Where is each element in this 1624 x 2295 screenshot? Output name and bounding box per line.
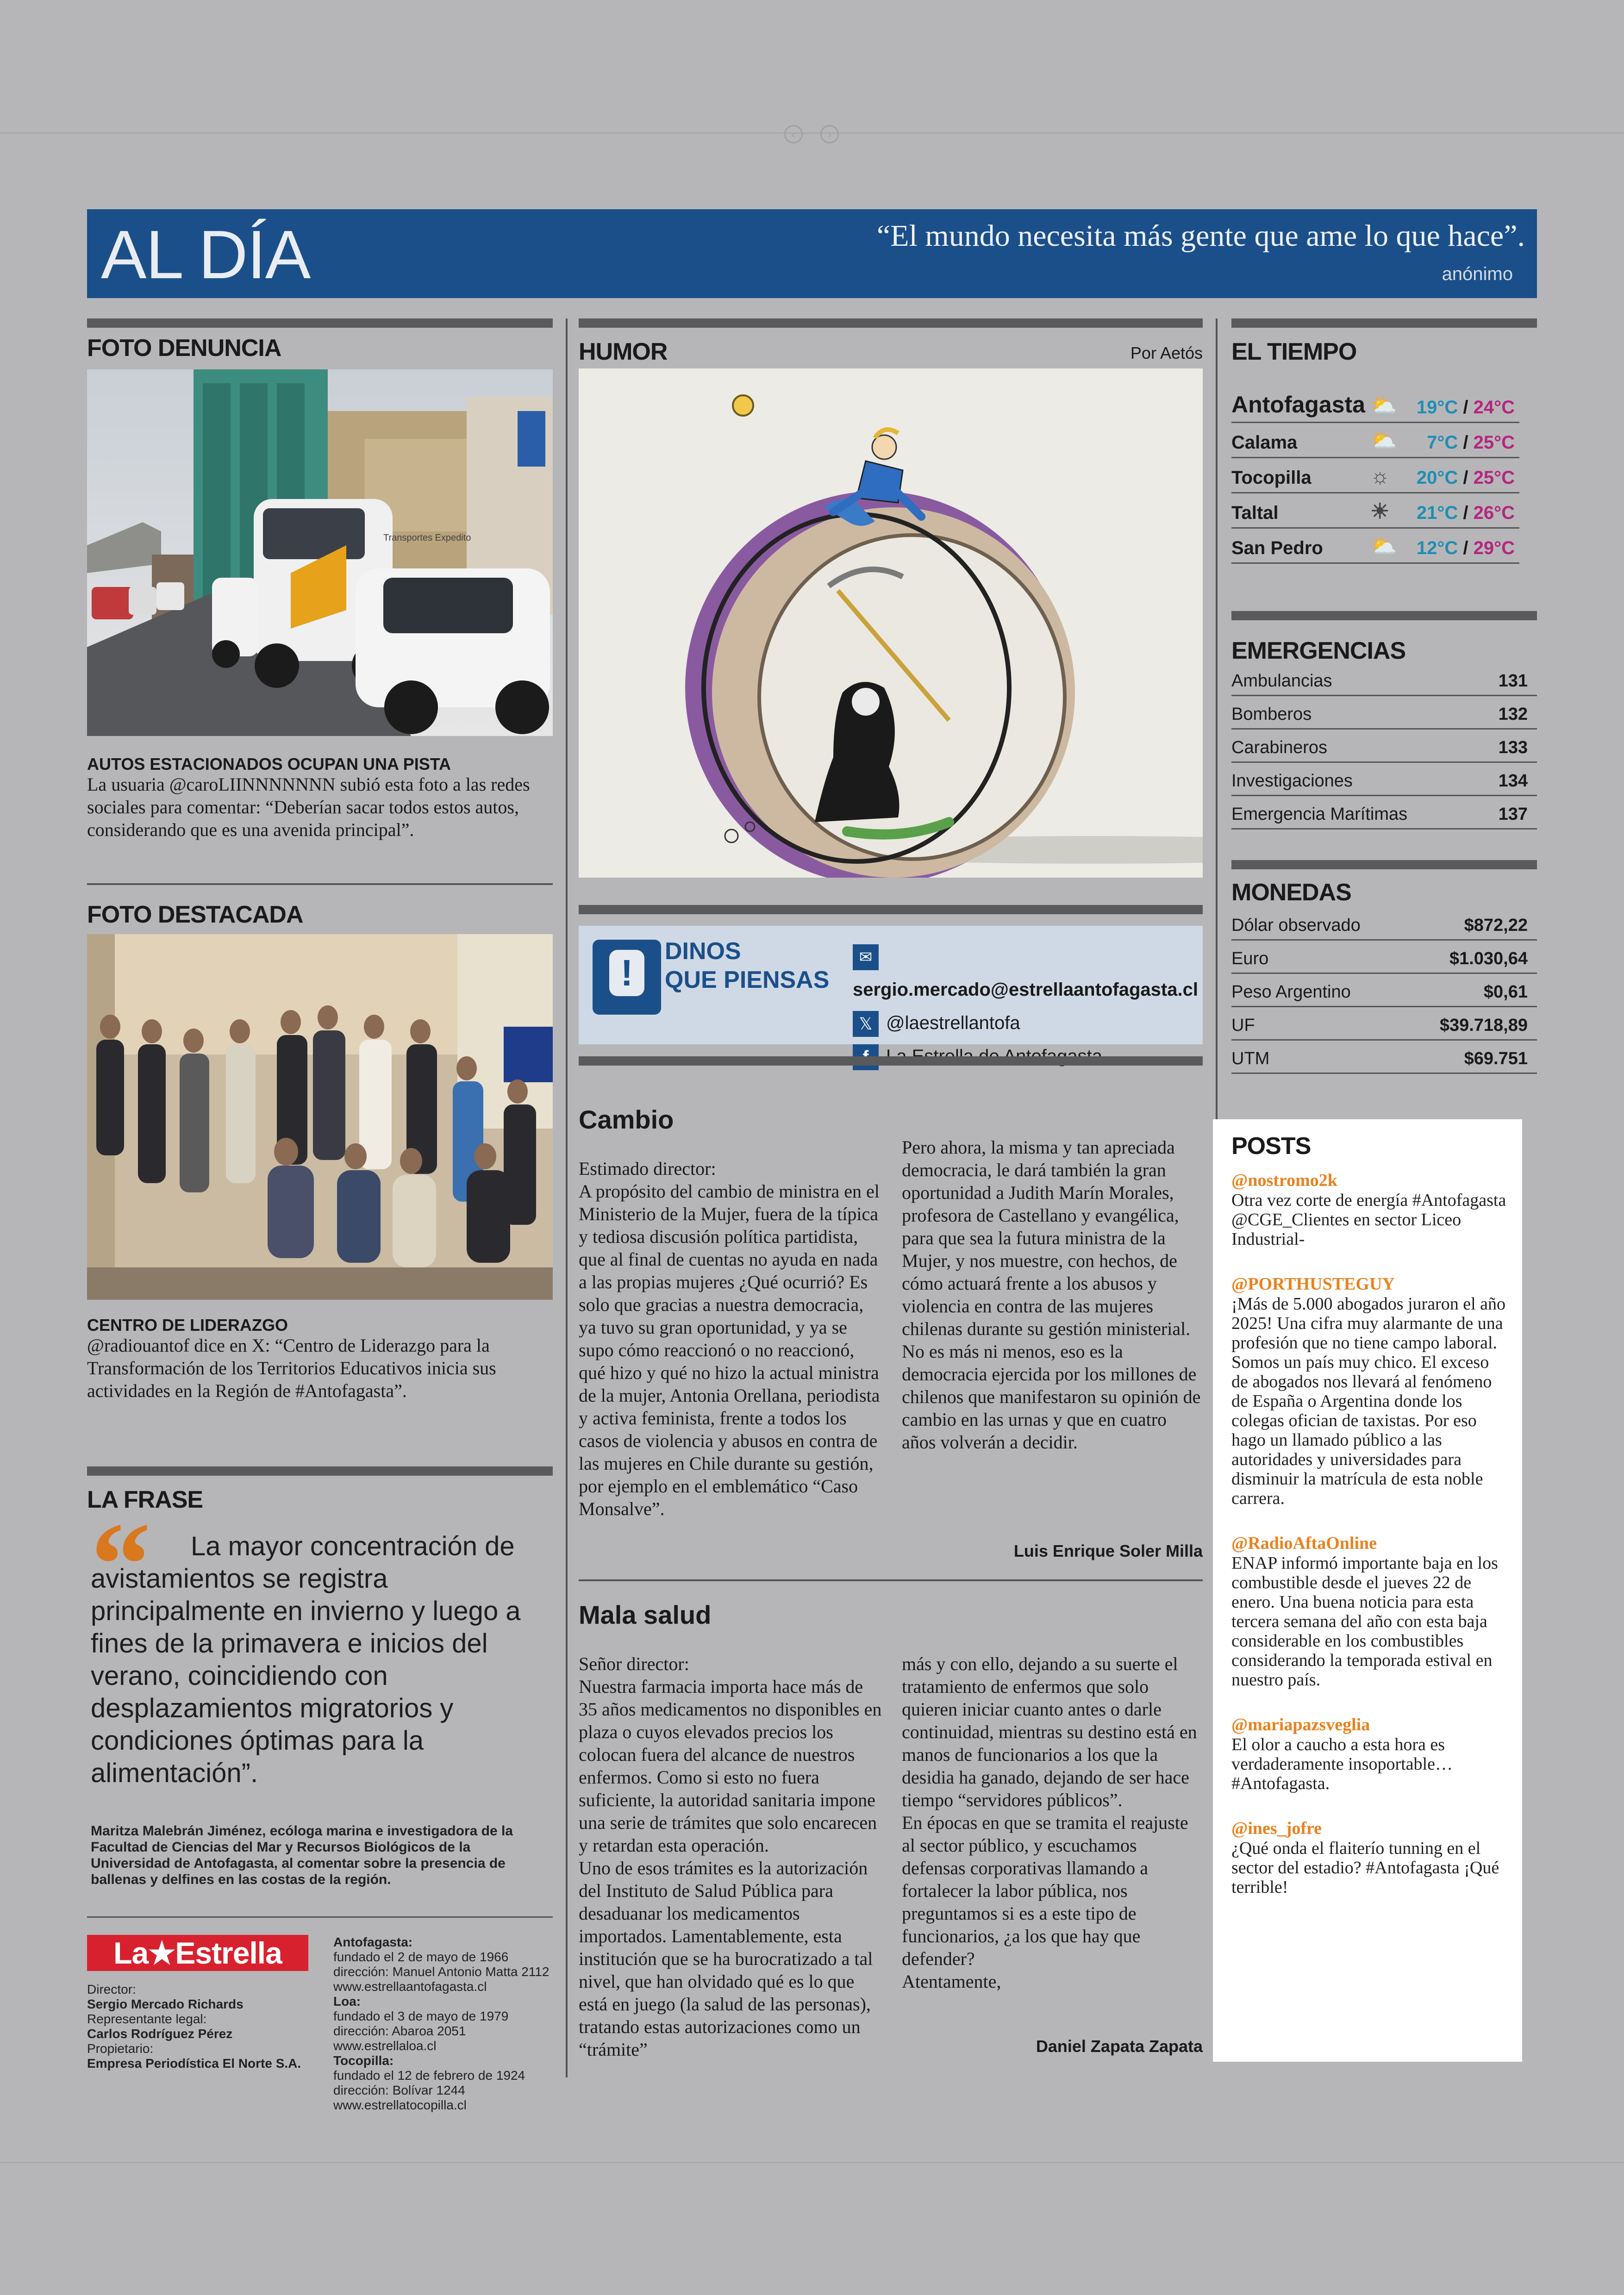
post-item	[1231, 1818, 1509, 1897]
monedas-heading: MONEDAS	[1231, 879, 1351, 906]
post-handle[interactable]: @RadioAftaOnline	[1231, 1534, 1377, 1553]
letter-body-col1: Señor director: Nuestra farmacia importa hace más de 35 años medicamentos no disponibles en plaza o cuyos elevados precios los colocan fuera del alcance de nuestros enfermos. Como si esto no fuera suficiente, la autoridad sanitaria impone una serie de trámites que solo encarecen y retardan esta operación. Uno de esos trámites es la autorización del Instituto de Salud Pública para desaduanar los medicamentos importados. Lamentablemente, esta institución que se ha burocratizado a tal nivel, que han olvidado qué es lo que está en juego (la salud de las personas), tratando estas autorizaciones como un “trámite”	[579, 1653, 882, 2060]
humor-heading: HUMOR	[579, 338, 668, 365]
la-frase-quote: La mayor concentración de avistamientos se registra principalmente en invierno y luego a fines de la primavera e inicios del verano, coincidiendo con desplazamientos migratorios y condiciones óptimas para la alimentación”.	[91, 1531, 521, 1788]
weather-table	[1231, 379, 1519, 564]
prev-page-icon[interactable]: ‹	[784, 125, 803, 143]
weather-heading: EL TIEMPO	[1231, 338, 1357, 365]
partly-cloudy-icon: ⛅	[1370, 534, 1397, 558]
weather-row: Antofagasta ⛅ 19°C / 24°C	[1231, 379, 1519, 423]
section-divider	[87, 1916, 553, 1918]
dinos-box	[579, 926, 1203, 1044]
group-photo	[87, 934, 553, 1300]
edition-web[interactable]: www.estrellaloa.cl	[333, 2039, 437, 2053]
dinos-title-line1: DINOS	[665, 938, 741, 965]
emergencias-heading: EMERGENCIAS	[1231, 637, 1406, 664]
letter-signature: Luis Enrique Soler Milla	[1013, 1541, 1203, 1560]
sun-haze-icon: ☀	[1370, 499, 1390, 523]
quote-mark-icon: “	[91, 1498, 151, 1631]
section-bar	[1231, 860, 1537, 869]
next-page-icon[interactable]: ›	[820, 125, 839, 143]
section-bar	[579, 1056, 1203, 1066]
rep-label: Representante legal:	[87, 2012, 207, 2026]
column-divider	[566, 318, 568, 2077]
monedas-table	[1231, 907, 1537, 1074]
letter-title: Cambio	[579, 1105, 674, 1134]
emergency-row: Emergencia Marítimas 137	[1231, 796, 1537, 829]
post-text: ¿Qué onda el flaiterío tunning en el sector del estadio? #Antofagasta ¡Qué terrible!	[1231, 1839, 1499, 1897]
edition-address: dirección: Manuel Antonio Matta 2112	[333, 1964, 550, 1979]
letter-title: Mala salud	[579, 1600, 712, 1629]
foto-destacada-heading: FOTO DESTACADA	[87, 901, 303, 928]
currency-row: Peso Argentino $0,61	[1231, 974, 1537, 1007]
director-name: Sergio Mercado Richards	[87, 1997, 244, 2011]
emergency-row: Investigaciones 134	[1231, 763, 1537, 796]
la-frase-heading: LA FRASE	[87, 1486, 203, 1513]
edition-founded: fundado el 2 de mayo de 1966	[333, 1950, 509, 1964]
post-handle[interactable]: @nostromo2k	[1231, 1171, 1337, 1190]
posts-panel	[1213, 1119, 1522, 2062]
edition-city: Antofagasta:	[333, 1935, 413, 1949]
post-item	[1231, 1170, 1509, 1249]
post-handle[interactable]: @ines_jofre	[1231, 1819, 1322, 1838]
foto-denuncia-caption-text: La usuaria @caroLIINNNNNNN subió esta foto a las redes sociales para comentar: “Deberían sacar todos estos autos, considerando que es una avenida principal”.	[87, 774, 530, 840]
emergency-row: Bomberos 132	[1231, 696, 1537, 730]
la-frase-attribution: Maritza Malebrán Jiménez, ecóloga marina e investigadora de la Facultad de Ciencias del Mar y Recursos Biológicos de la Universidad de Antofagasta, al comentar sobre la presencia de ballenas y delfines en las costas de la región.	[91, 1823, 513, 1887]
section-bar	[1231, 318, 1537, 328]
section-title: AL DÍA	[101, 217, 310, 293]
section-banner	[87, 209, 1537, 298]
posts-heading: POSTS	[1231, 1133, 1311, 1160]
foto-destacada-caption-title: CENTRO DE LIDERAZGO	[87, 1316, 288, 1335]
currency-row: Dólar observado $872,22	[1231, 907, 1537, 941]
banner-quote: “El mundo necesita más gente que ame lo que hace”.	[876, 219, 1525, 253]
sun-icon: ☼	[1370, 464, 1390, 488]
edition-address: dirección: Bolívar 1244	[333, 2083, 465, 2097]
edition-address: dirección: Abaroa 2051	[333, 2024, 466, 2038]
currency-row: Euro $1.030,64	[1231, 941, 1537, 974]
bottom-rule	[0, 2162, 1624, 2163]
edition-founded: fundado el 3 de mayo de 1979	[333, 2009, 509, 2023]
weather-row: Tocopilla ☼ 20°C / 25°C	[1231, 458, 1519, 493]
newspaper-logo: La★Estrella	[87, 1935, 308, 1971]
post-text: Otra vez corte de energía #Antofagasta @CGE_Clientes en sector Liceo Industrial-	[1231, 1191, 1506, 1249]
emergencias-table	[1231, 663, 1537, 829]
dinos-contacts	[853, 940, 1203, 1073]
emergency-row: Ambulancias 131	[1231, 663, 1537, 696]
owner-label: Propietario:	[87, 2041, 154, 2056]
rep-name: Carlos Rodríguez Pérez	[87, 2027, 233, 2041]
currency-row: UF $39.718,89	[1231, 1007, 1537, 1041]
humor-author: Por Aetós	[1130, 343, 1203, 362]
edition-web[interactable]: www.estrellaantofagasta.cl	[333, 1979, 487, 1994]
partly-cloudy-icon: ⛅	[1370, 393, 1397, 417]
x-logo-icon: 𝕏	[853, 1011, 879, 1037]
section-divider	[579, 1579, 1203, 1581]
section-bar	[1231, 611, 1537, 620]
edition-city: Tocopilla:	[333, 2053, 394, 2068]
foto-denuncia-caption-title: AUTOS ESTACIONADOS OCUPAN UNA PISTA	[87, 755, 451, 773]
section-bar	[87, 318, 553, 328]
edition-founded: fundado el 12 de febrero de 1924	[333, 2068, 525, 2083]
letter-body-col2: Pero ahora, la misma y tan apreciada democracia, le dará también la gran oportunidad a Judith Marín Morales, profesora de Castellano y evangélica, para que sea la futura ministra de la Mujer, y nos muestre, con hechos, de cómo actuará frente a los abusos y violencia en contra de las mujeres chilenas durante su gestión ministerial. No es más ni menos, eso es la democracia ejercida por los millones de chilenos que manifestaron su opinión de cambio en las urnas y que en cuatro años volverán a decidir.	[902, 1137, 1201, 1453]
section-bar	[579, 905, 1203, 914]
masthead-staff	[87, 1982, 319, 2071]
post-text: El olor a caucho a esta hora es verdaderamente insoportable… #Antofagasta.	[1231, 1735, 1453, 1793]
x-contact[interactable]: 𝕏 @laestrellantofa	[853, 1006, 1203, 1040]
letter-signature: Daniel Zapata Zapata	[1036, 2037, 1203, 2056]
edition-city: Loa:	[333, 1994, 361, 2008]
post-item	[1231, 1533, 1509, 1690]
letter-body-col2: más y con ello, dejando a su suerte el tratamiento de enfermos que solo quieren iniciar cuanto antes o darle continuidad, mientras su destino está en manos de funcionarios a los que la desidia ha ganado, dejando de ser hace tiempo “servidores públicos”. En épocas en que se tramita el reajuste al sector público, y escuchamos defensas corporativas llamando a fortalecer la labor pública, nos preguntamos si es a este tipo de funcionarios, ¿a los que hay que defender? Atentamente,	[902, 1653, 1197, 1992]
post-item	[1231, 1715, 1509, 1793]
post-item	[1231, 1274, 1509, 1508]
top-rule	[0, 132, 1624, 134]
letter-body-col1: Estimado director: A propósito del cambio de ministra en el Ministerio de la Mujer, fuera de la típica y tediosa discusión política partidista, que al final de cuentas no ayuda en nada a las propias mujeres ¿Qué ocurrió? Es solo que gracias a nuestra democracia, ya tuvo su gran oportunidad, y ya se supo cómo reaccionó o no reaccionó, qué hizo y qué no hizo la actual ministra de la mujer, Antonia Orellana, periodista y activa feminista, frente a todos los casos de violencia y abusos en contra de las mujeres en Chile durante su gestión, por ejemplo en el emblemático “Caso Monsalve”.	[579, 1158, 880, 1519]
section-bar	[87, 1466, 553, 1476]
van-sign: Transportes Expedito	[383, 533, 471, 543]
post-text: ENAP informó importante baja en los combustible desde el jueves 22 de enero. Una buena noticia para esta tercera semana del año con esta baja considerable en los combustibles considerando la temporada estival en nuestro país.	[1231, 1553, 1498, 1690]
dinos-title	[665, 937, 829, 994]
director-label: Director:	[87, 1982, 136, 1996]
weather-row: Taltal ☀ 21°C / 26°C	[1231, 493, 1519, 529]
posts-list	[1231, 1170, 1509, 1897]
foto-destacada-caption-text: @radiouantof dice en X: “Centro de Liderazgo para la Transformación de los Territorios Educativos inicia sus actividades en la Región de #Antofagasta”.	[87, 1335, 496, 1401]
post-handle[interactable]: @PORTHUSTEGUY	[1231, 1274, 1395, 1294]
post-text: ¡Más de 5.000 abogados juraron el año 2025! Una cifra muy alarmante de una profesión que no tiene campo laboral. Somos un país muy chico. El exceso de abogados nos llevará al fenómeno de España o Argentina donde los colegas ofician de taxistas. Por eso hago un llamado público a las autoridades y universidades para disminuir la matrícula de esta noble carrera.	[1231, 1294, 1506, 1508]
banner-author: anónimo	[1442, 264, 1513, 284]
weather-row: San Pedro ⛅ 12°C / 29°C	[1231, 529, 1519, 564]
dinos-title-line2: QUE PIENSAS	[665, 967, 830, 993]
cartoon-image	[579, 368, 1203, 878]
section-divider	[87, 883, 553, 885]
edition-web[interactable]: www.estrellatocopilla.cl	[333, 2098, 467, 2112]
weather-row: Calama ⛅ 7°C / 25°C	[1231, 423, 1519, 458]
mail-icon: ✉	[853, 944, 879, 970]
owner-name: Empresa Periodística El Norte S.A.	[87, 2056, 301, 2070]
email-contact[interactable]: ✉sergio.mercado@estrellaantofagasta.cl	[853, 940, 1203, 1006]
emergency-row: Carabineros 133	[1231, 730, 1537, 763]
partly-cloudy-icon: ⛅	[1370, 428, 1397, 452]
foto-denuncia-heading: FOTO DENUNCIA	[87, 335, 281, 362]
section-bar	[579, 318, 1203, 328]
column-divider	[1216, 318, 1218, 1119]
masthead-editions	[333, 1935, 556, 2113]
currency-row: UTM $69.751	[1231, 1041, 1537, 1074]
speech-bubble-icon: !	[593, 940, 661, 1015]
post-handle[interactable]: @mariapazsveglia	[1231, 1715, 1370, 1734]
street-photo	[87, 369, 553, 736]
